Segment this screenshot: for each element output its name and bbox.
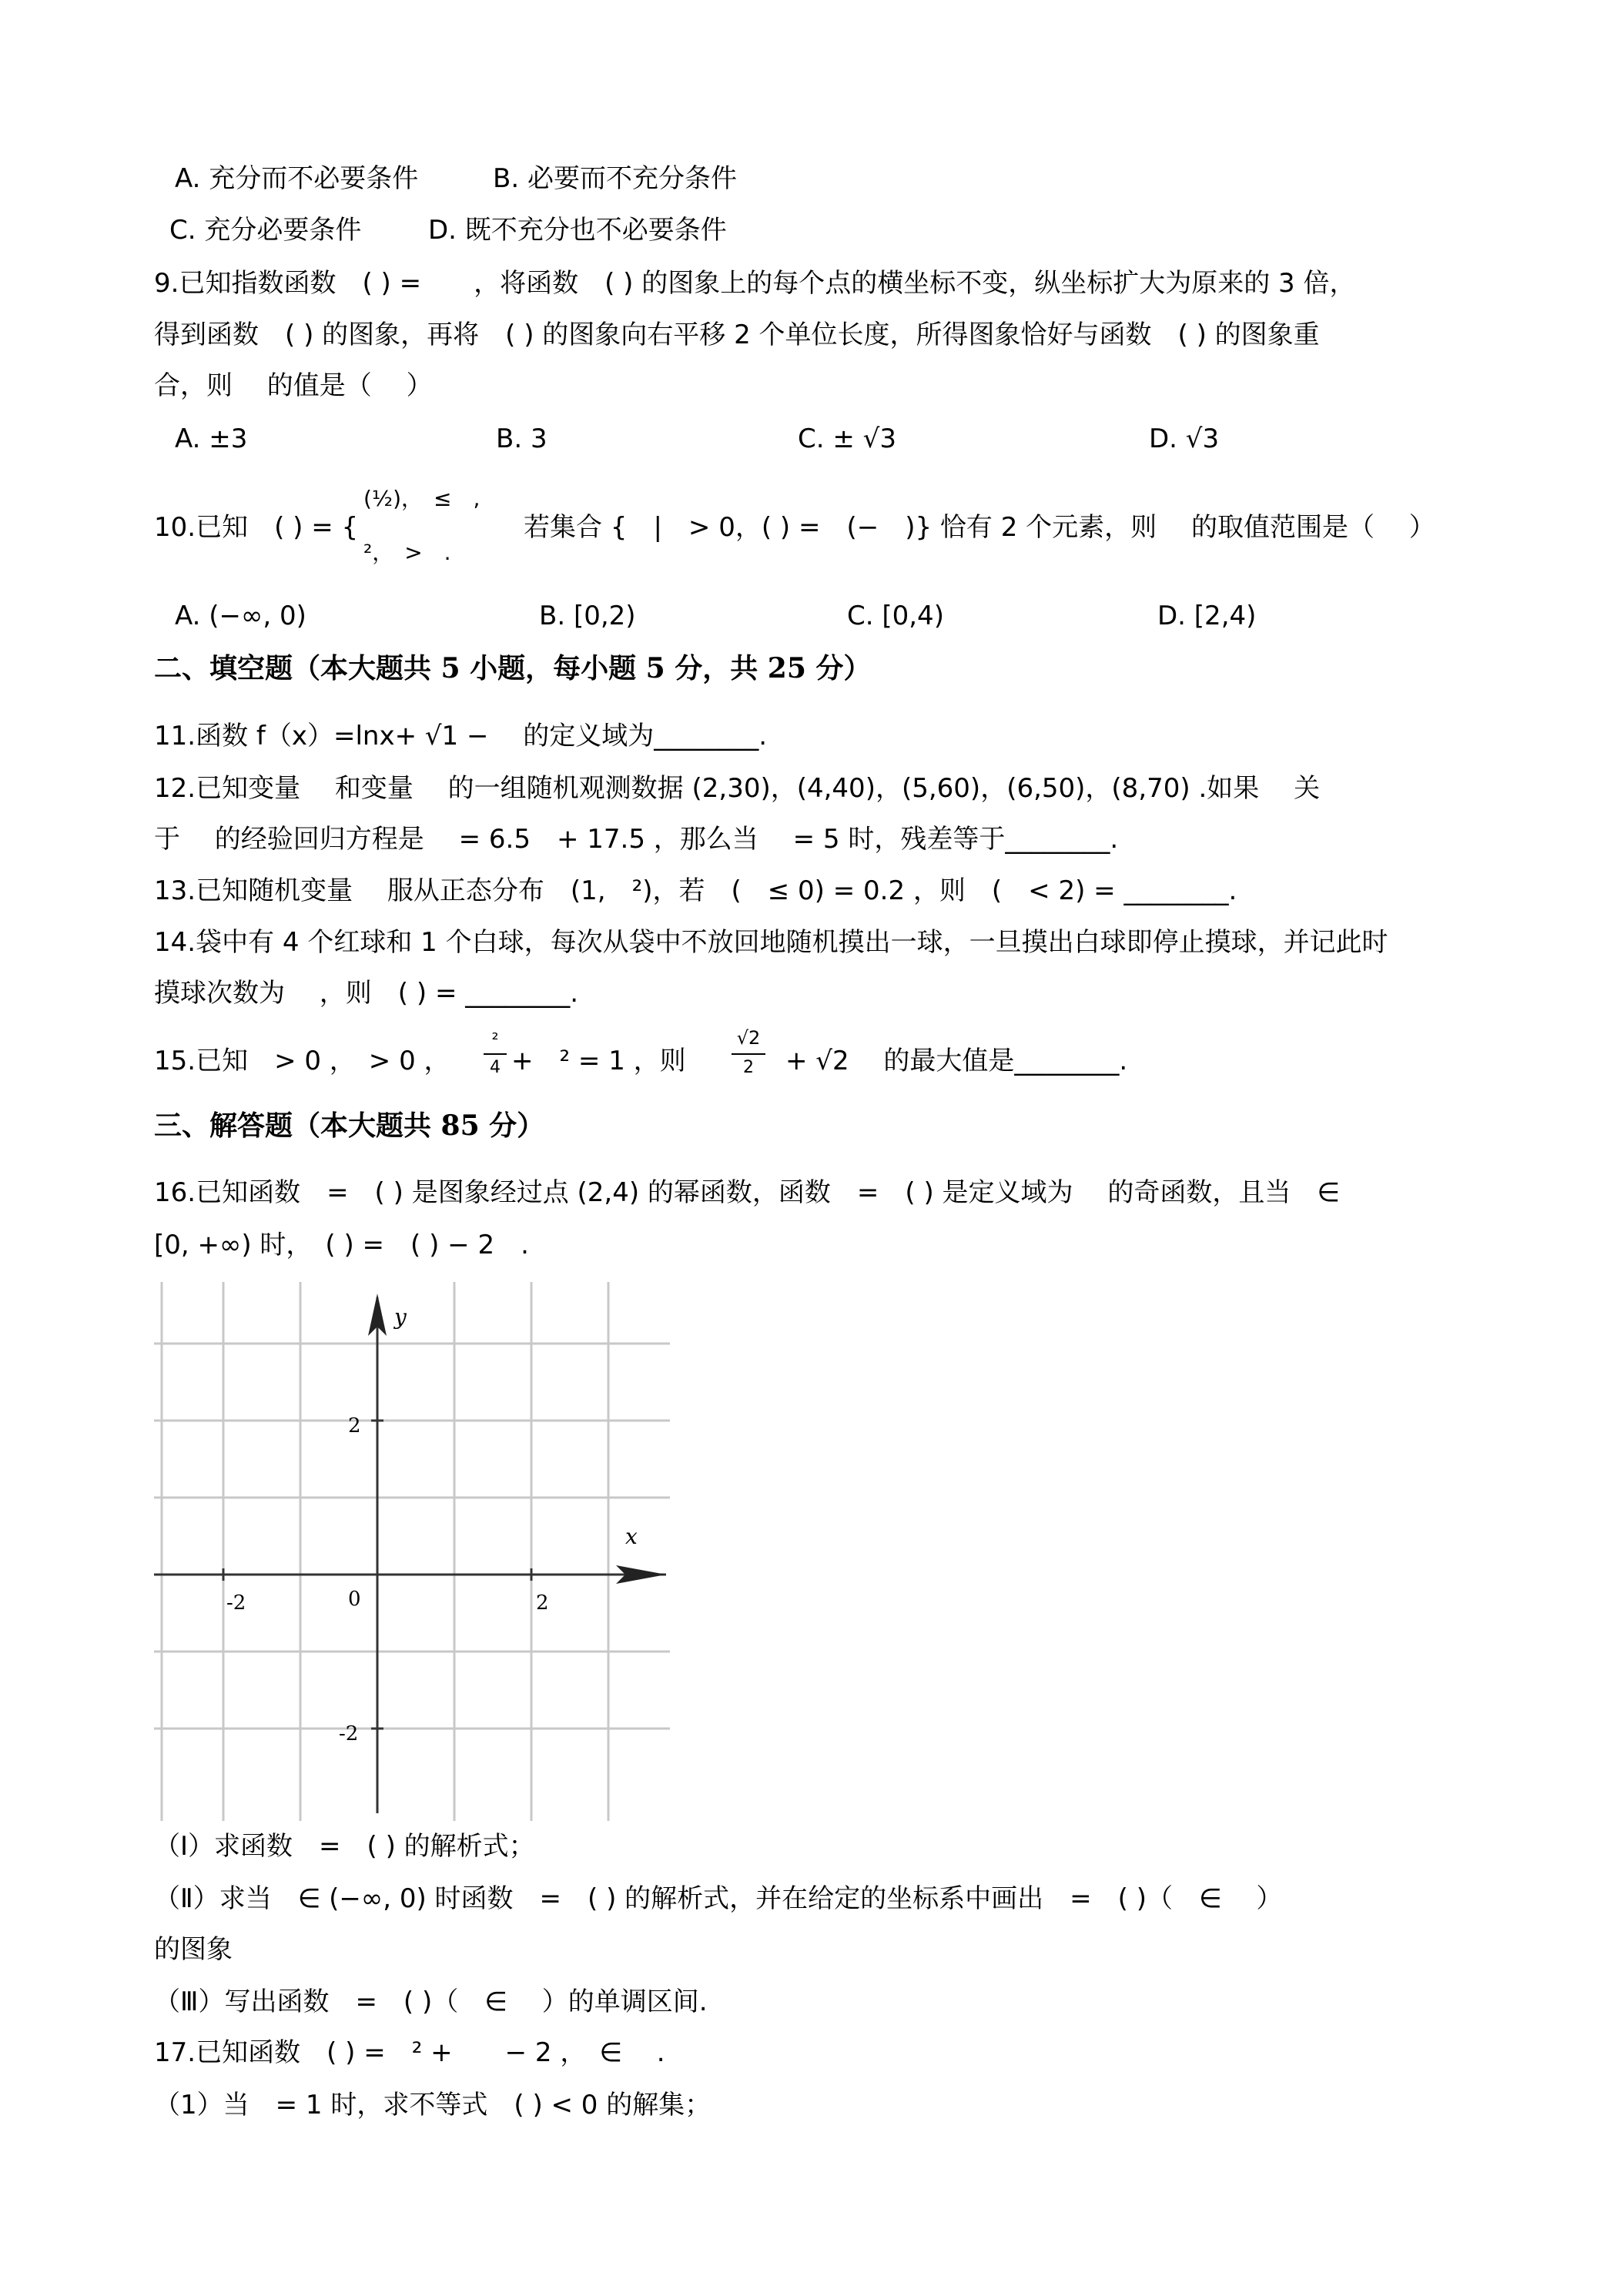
q11: 11.函数 f（x）=lnx+ √1 − 的定义域为________. (154, 721, 768, 751)
q15-mid: + ² = 1 ，则 (511, 1046, 686, 1076)
x-tick-label-2: 2 (536, 1591, 549, 1615)
q16-part-3: （Ⅲ）写出函数 = ( )（ ∈ ）的单调区间. (154, 1986, 708, 2017)
q10-piece-2: ²， > . (363, 540, 451, 565)
q15-prefix: 15.已知 > 0 ， > 0 ， (154, 1046, 450, 1076)
q9-line-2: 得到函数 ( ) 的图象，再将 ( ) 的图象向右平移 2 个单位长度，所得图象恰好与函数 ( ) 的图象重 (154, 320, 1320, 350)
q15-frac1-num: ² (491, 1030, 499, 1049)
q10-option-a: A. (−∞, 0) (175, 601, 306, 631)
q9-option-b: B. 3 (496, 423, 547, 454)
q9-line-1: 9.已知指数函数 ( ) = ，将函数 ( ) 的图象上的每个点的横坐标不变，纵坐标扩大为原来的 3 倍， (154, 268, 1356, 299)
q15-frac2-num: √2 (736, 1027, 761, 1049)
q9-line-3: 合，则 的值是（ ） (154, 370, 433, 401)
q8-option-d: D. 既不充分也不必要条件 (428, 215, 727, 246)
q9-option-d: D. √3 (1149, 423, 1220, 454)
q9-option-a: A. ±3 (175, 423, 248, 454)
q17-part-1: （1）当 = 1 时，求不等式 ( ) < 0 的解集； (154, 2090, 712, 2120)
q15-frac2-bar (732, 1053, 765, 1055)
q13: 13.已知随机变量 服从正态分布 (1, ²)，若 ( ≤ 0) = 0.2 ，则 ( < 2) = ________. (154, 875, 1237, 906)
origin-label: 0 (348, 1588, 361, 1611)
q10-prefix: 10.已知 ( ) = { (154, 512, 359, 543)
x-tick-label-neg2: -2 (226, 1591, 246, 1615)
q9-option-c: C. ± √3 (798, 423, 896, 454)
q8-option-c: C. 充分必要条件 (169, 215, 362, 246)
q17-line-1: 17.已知函数 ( ) = ² + − 2 ， ∈ . (154, 2037, 665, 2068)
q10-option-d: D. [2,4) (1157, 601, 1257, 631)
q10-option-c: C. [0,4) (847, 601, 944, 631)
q10-piece-1: (½)， ≤ , (363, 486, 481, 511)
section-3-heading: 三、解答题（本大题共 85 分） (154, 1110, 545, 1142)
q12-line-1: 12.已知变量 和变量 的一组随机观测数据 (2,30)，(4,40)，(5,60)，(6,50)，(8,70) .如果 关 (154, 773, 1321, 804)
section-2-heading: 二、填空题（本大题共 5 小题，每小题 5 分，共 25 分） (154, 652, 872, 684)
q16-part-1: （Ⅰ）求函数 = ( ) 的解析式； (154, 1831, 535, 1862)
x-axis-label: x (625, 1524, 638, 1549)
q8-option-b: B. 必要而不充分条件 (493, 163, 737, 194)
y-tick-label-2: 2 (348, 1414, 361, 1438)
q8-option-a: A. 充分而不必要条件 (175, 163, 419, 194)
q15-frac1-bar (484, 1053, 507, 1055)
grid-lines (154, 1282, 670, 1821)
q12-line-2: 于 的经验回归方程是 = 6.5 + 17.5 ，那么当 = 5 时，残差等于________. (154, 824, 1119, 855)
q15-suffix: + √2 的最大值是________. (785, 1046, 1128, 1076)
q16-part-2-line-1: （Ⅱ）求当 ∈ (−∞, 0) 时函数 = ( ) 的解析式，并在给定的坐标系中画出 = ( )（ ∈ ） (154, 1883, 1283, 1914)
q16-part-2-line-2: 的图象 (154, 1934, 233, 1965)
q14-line-1: 14.袋中有 4 个红球和 1 个白球，每次从袋中不放回地随机摸出一球，一旦摸出白球即停止摸球，并记此时 (154, 927, 1388, 958)
y-tick-label-neg2: -2 (339, 1722, 359, 1745)
q15-frac2-den: 2 (743, 1058, 754, 1077)
q15-frac1-den: 4 (490, 1058, 501, 1077)
q10-option-b: B. [0,2) (539, 601, 636, 631)
q16-line-2: [0, +∞) 时， ( ) = ( ) − 2 . (154, 1230, 529, 1260)
y-axis-label: y (394, 1304, 407, 1330)
q10-suffix: 若集合 { | > 0，( ) = (− )} 恰有 2 个元素，则 的取值范围是（ ） (524, 512, 1435, 543)
q14-line-2: 摸球次数为 ，则 ( ) = ________. (154, 978, 579, 1009)
coordinate-grid (154, 1282, 678, 1821)
q16-line-1: 16.已知函数 = ( ) 是图象经过点 (2,4) 的幂函数，函数 = ( ) 是定义域为 的奇函数，且当 ∈ (154, 1177, 1340, 1208)
